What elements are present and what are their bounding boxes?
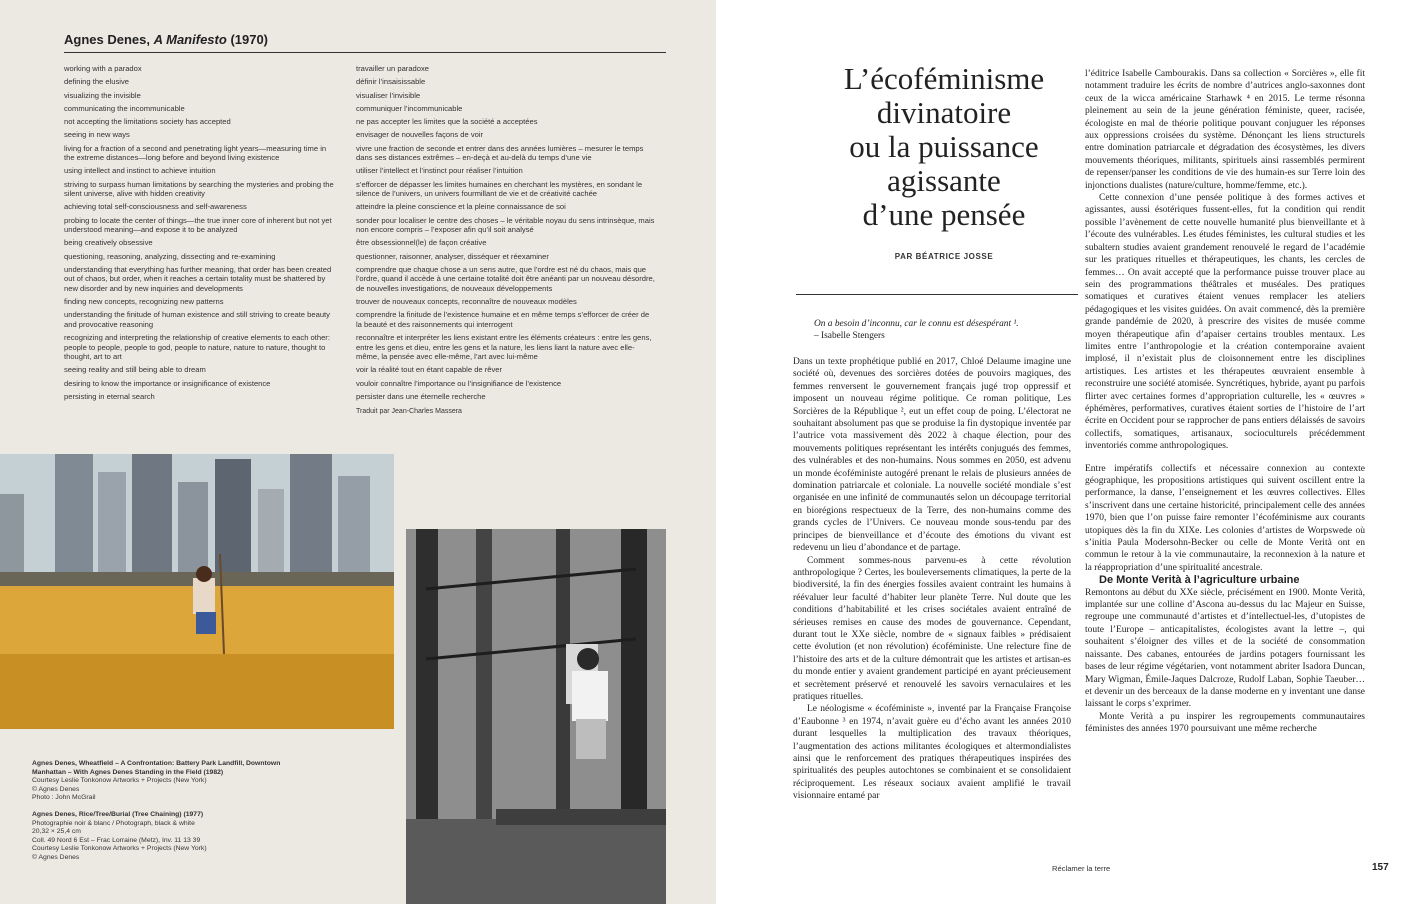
manifesto-french-column xyxy=(356,64,656,421)
manifesto-line-fr: sonder pour localiser le centre des choses – le véritable noyau du sens intrinsèque, mais non encore compris – l’exposer afin qu’il soit analysé xyxy=(356,215,655,235)
manifesto-line-fr: travailler un paradoxe xyxy=(356,64,430,73)
wheatfield-illustration xyxy=(0,454,394,729)
manifesto-english-column xyxy=(64,64,334,405)
manifesto-line-en: using intellect and instinct to achieve intuition xyxy=(64,166,216,176)
manifesto-line-en: understanding the finitude of human existence and still striving to create beauty and provocative reasoning xyxy=(64,310,330,329)
manifesto-line-fr: reconnaître et interpréter les liens existant entre les éléments créateurs : entre les gens, entre les gens et dieu, entre les gens et la nature, les liens liant la nature avec elle-même, la pensée avec elle-même, l’art avec lui-même xyxy=(356,333,652,361)
tree-chaining-photo xyxy=(406,529,666,904)
manifesto-line-en: desiring to know the importance or insignificance of existence xyxy=(64,378,271,388)
caption-line: Photo : John McGrail xyxy=(32,794,96,802)
headline-line: agissante xyxy=(887,163,1001,198)
headline-line: ou la puissance xyxy=(849,129,1039,164)
tree-chaining-illustration xyxy=(406,529,666,904)
manifesto-line-en: living for a fraction of a second and penetrating light years—measuring time in the extreme distances—long before and beyond living existence xyxy=(64,143,327,163)
manifesto-line-en: visualizing the invisible xyxy=(64,90,141,100)
title-divider xyxy=(64,52,666,53)
headline-line: divinatoire xyxy=(876,95,1012,130)
manifesto-line-fr: communiquer l’incommunicable xyxy=(356,103,463,113)
manifesto-line-fr: comprendre que chaque chose a un sens autre, que l’ordre est né du chaos, mais que l’ordre, quand il accède à une certaine totalité doit être anéanti par un nouveau désordre, de nouvelles investigations, de nouveaux développements xyxy=(356,265,655,293)
article-column-2 xyxy=(1085,68,1365,736)
article-paragraph: Entre impératifs collectifs et nécessaire connexion au contexte géographique, les propositions artistiques qui suivent oscillent entre la performance, la danse, l’enseignement et les œuvres collectives. Elles s’inscrivent dans une certaine historicité, principalement celle des années 1970, bien que l’on puisse faire remonter l’écoféminisme aux courants utopiques dès la fin du XIXe. Les colonies d’artistes de Worpswede où s’initia Paula Modersohn-Becker ou celle de Monte Verità ont en commun le retour à la vie communautaire, la reconnexion à la nature et la réappropriation d’une spiritualité ancestrale. xyxy=(1085,463,1365,573)
article-headline xyxy=(804,62,1084,232)
manifesto-line-fr: être obsessionnel(le) de façon créative xyxy=(356,238,487,248)
article-paragraph: Le néologisme « écoféministe », inventé par la Française Françoise d’Eaubonne ³ en 1974, n’avait guère eu d’écho avant les années 2010 durant lesquelles la multiplication des travaux théoriques, l’augmentation des actions militantes écologiques et altermondialistes ainsi que le renforcement des pratiques thérapeutiques inspirées des spiritualités des peuples autochtones se combinaient et se consolidaient réciproquement. Les réseaux sociaux avaient amplifié le travail visionnaire entamé par xyxy=(793,704,1071,802)
manifesto-line-fr: visualiser l’invisible xyxy=(356,90,421,100)
manifesto-line-en: persisting in eternal search xyxy=(64,391,155,401)
manifesto-line-fr: utiliser l’intellect et l’instinct pour réaliser l’intuition xyxy=(356,166,523,176)
caption-line: Coll. 49 Nord 6 Est – Frac Lorraine (Metz), Inv. 11 13 39 xyxy=(32,836,201,844)
manifesto-line-en: finding new concepts, recognizing new patterns xyxy=(64,297,224,307)
manifesto-line-en: achieving total self-consciousness and self-awareness xyxy=(64,202,247,212)
manifesto-line-en: recognizing and interpreting the relationship of creative elements to each other: people to people, people to god, people to nature, nature to nature, thought to thought, art to art xyxy=(64,333,330,361)
manifesto-line-en: being creatively obsessive xyxy=(64,238,153,248)
caption-wheatfield-credits xyxy=(32,777,292,803)
manifesto-line-en: questioning, reasoning, analyzing, dissecting and re-examining xyxy=(64,251,276,261)
article-byline: PAR BÉATRICE JOSSE xyxy=(894,252,994,261)
caption-line: Courtesy Leslie Tonkonow Artworks + Projects (New York) xyxy=(32,845,207,853)
manifesto-line-en: not accepting the limitations society has accepted xyxy=(64,117,231,127)
wheatfield-photo xyxy=(0,454,394,729)
article-paragraph: Comment sommes-nous parvenu-es à cette révolution anthropologique ? Certes, les bouleversements climatiques, la perte de la biodiversité, la fin des énergies fossiles avaient contraint les humains à réévaluer leur faculté d’habiter leur planète Terre. Nul doute que les conditions d’habitabilité et les crises sociétales avaient entraîné de sérieuses remises en cause des modes de gouvernance. Cependant, durant tout le XXe siècle, nombre de « signaux faibles » prédisaient cette évolution (et non révolution) écoféministe. Une relecture fine de l’histoire des arts et de la culture démontrait que les artistes et artisan-es du monde entier y avaient grandement participé en ayant précieusement et secrètement préservé et renouvelé les savoirs vernaculaires et les pratiques rituelles. xyxy=(793,555,1071,702)
article-paragraph: Remontons au début du XXe siècle, précisément en 1900. Monte Verità, implantée sur une colline d’Ascona au-dessus du lac Majeur en Suisse, regroupe une communauté d’artistes et d’intellectuel-les, d’utopistes de toute l’Europe – anticapitalistes, écologistes avant la lettre –, qui souhaitent s’éloigner des villes et de la société de consommation naissante. Des cabanes, entourées de jardins potagers fournissant les bases de leur régime végétarien, vont notamment abriter Isadora Duncan, Mary Wigman, Émile-Jaques Dalcroze, Rudolf Laban, Sophie Taeuber… et devenir un des berceaux de la danse moderne en y inventant une danse laissant le corps s’exprimer. xyxy=(1085,587,1365,710)
article-paragraph: Dans un texte prophétique publié en 2017, Chloé Delaume imagine une société où, devenues des sorcières dotées de pouvoirs magiques, des femmes renversent le gouvernement français jugé trop oppressif et imposent un nouveau régime politique. Ce roman politique, Les Sorcières de la République ², eut un effet coup de poing. L’électorat ne souhaitant absolument pas que se produise la fin dystopique inventée par l’autrice vota massivement dès 2022 à chaque élection, pour des mouvements politiques représentant les intérêts conjugués des femmes, des vulnérables et des non-humains. Nous sommes en 2050, est advenu un monde écoféministe autogéré prenant le relais de plusieurs années de domination patriarcale et coloniale. La nouvelle société mondiale s’est organisée en une infinité de communautés selon un découpage territorial en biorégions respectueux de la Terre, des non-humains comme des grands cycles de l’Univers. Ce nouveau monde sous-tendu par des principes de bienveillance et d’écoute des émotions du vivant est redevenu un lieu d’abondance et de partage. xyxy=(793,357,1071,554)
translator-credit: Traduit par Jean-Charles Massera xyxy=(356,408,462,416)
manifesto-line-fr: s’efforcer de dépasser les limites humaines en cherchant les mystères, en sondant le silence de l’univers, un univers fourmillant de vie et de créativité cachée xyxy=(356,179,643,199)
caption-tree-credits xyxy=(32,820,292,863)
article-paragraph: Cette connexion d’une pensée politique à des formes actives et agissantes, aussi ésotériques fussent-elles, fut la condition qui rendit possible l’avènement de cette nouvelle humanité plus bienveillante et à l’écoute des vulnérables. Les études féministes, les cultural studies et les subaltern studies avaient grandement renouvelé le regard de l’académie sur les pratiques rituelles et thérapeutiques, les chants, les cercles de femmes… On avait accepté que la performance puisse trouver place au sein des programmations théâtrales et muséales. Des pratiques somatiques et curatives étaient venues remplacer les ateliers pédagogiques et les visites guidées. On avait commencé, dès la première grande pandémie de 2020, à prescrire des visites de musée comme moyen thérapeutique afin d’apaiser certains troubles mentaux. Les limites entre l’anthropologie et la création contemporaine avaient implosé, il n’existait plus de cloisonnement entre les disciplines artistiques. Les artistes et les thérapeutes œuvraient ensemble à reconstruire une société atomisée. Syncrétiques, hybride, ayant pu parfois flirter avec certaines formes d’appropriation culturelle, les « œuvres » éphémères, performatives, curatives étaient sorties de l’histoire de l’art écrite en Occident pour se rapprocher de pans entiers délaissés de savoirs collectifs, somatiques, artisanaux, socioculturels précédemment inventoriés comme anthropologiques. xyxy=(1085,193,1365,452)
manifesto-work-title: A Manifesto xyxy=(153,32,227,47)
right-page xyxy=(716,0,1428,904)
caption-line: Photographie noir & blanc / Photograph, black & white xyxy=(32,819,195,827)
byline-divider xyxy=(796,294,1078,295)
manifesto-line-fr: persister dans une éternelle recherche xyxy=(356,391,486,401)
manifesto-line-en: seeing reality and still being able to dream xyxy=(64,365,206,375)
page-number: 157 xyxy=(1372,862,1389,873)
manifesto-line-fr: ne pas accepter les limites que la société a acceptées xyxy=(356,117,538,127)
caption-line: 20,32 × 25,4 cm xyxy=(32,828,81,836)
caption-line: Courtesy Leslie Tonkonow Artworks + Projects (New York) xyxy=(32,777,207,785)
manifesto-line-en: seeing in new ways xyxy=(64,130,130,140)
headline-line: L’écoféminisme xyxy=(843,61,1045,96)
manifesto-year: (1970) xyxy=(230,32,269,47)
caption-tree-title: Agnes Denes, Rice/Tree/Burial (Tree Chaining) (1977) xyxy=(32,810,204,818)
manifesto-line-fr: trouver de nouveaux concepts, reconnaître de nouveaux modèles xyxy=(356,297,577,307)
manifesto-line-en: working with a paradox xyxy=(64,64,142,73)
article-column-1 xyxy=(793,356,1071,803)
manifesto-line-fr: définir l’insaisissable xyxy=(356,77,426,87)
epigraph xyxy=(814,318,1074,342)
caption-line: © Agnes Denes xyxy=(32,785,80,793)
manifesto-line-en: striving to surpass human limitations by searching the mysteries and probing the silent universe, alive with hidden creativity xyxy=(64,179,334,199)
manifesto-line-fr: comprendre la finitude de l’existence humaine et en même temps s’efforcer de créer de la beauté et des raisonnements qui interrogent xyxy=(356,310,650,329)
manifesto-line-fr: vivre une fraction de seconde et entrer dans des années lumières – mesurer le temps dans ses distances extrêmes – en-deçà et au-delà du temps d’une vie xyxy=(356,143,644,163)
article-paragraph: Monte Verità a pu inspirer les regroupements communautaires féministes des années 1970 poursuivant une même recherche xyxy=(1085,711,1365,735)
running-footer-section: Réclamer la terre xyxy=(1052,864,1111,873)
manifesto-line-fr: atteindre la pleine conscience et la pleine connaissance de soi xyxy=(356,202,566,212)
caption-wheatfield-title: Agnes Denes, Wheatfield – A Confrontation: Battery Park Landfill, Downtown Manhattan – With Agnes Denes Standing in the Field (1982) xyxy=(32,760,281,776)
photo-captions xyxy=(32,760,292,863)
section-subheading: De Monte Verità à l’agriculture urbaine xyxy=(1099,574,1300,587)
manifesto-line-en: defining the elusive xyxy=(64,77,130,87)
manifesto-author: Agnes Denes, xyxy=(64,32,150,47)
manifesto-line-fr: vouloir connaître l’importance ou l’insignifiance de l’existence xyxy=(356,378,562,388)
epigraph-quote: On a besoin d’inconnu, car le connu est désespérant ¹. xyxy=(814,319,1019,329)
headline-line: d’une pensée xyxy=(862,197,1026,232)
manifesto-title xyxy=(64,32,268,47)
manifesto-line-en: communicating the incommunicable xyxy=(64,103,185,113)
manifesto-line-fr: envisager de nouvelles façons de voir xyxy=(356,130,484,140)
manifesto-line-en: understanding that everything has further meaning, that order has been created out of chaos, but order, when it reaches a certain totality must be shattered by new disorder and by new inquiries and developments xyxy=(64,265,332,293)
article-paragraph: l’éditrice Isabelle Cambourakis. Dans sa collection « Sorcières », elle fit notamment traduire les écrits de nombre d’autrices anglo-saxonnes dont ceux de la wicca américaine Starhawk ⁴ en 2015. Le terme résonna pleinement au sein de la jeune génération féministe, queer, racisée, écologiste en mal de théorie politique pouvant conjuguer les réponses aux oppressions croisées du système. Dénonçant les liens structurels entre domination patriarcale et dégradation des écosystèmes, les divers mouvements théoriques, militants, spirituels ainsi rassemblés permirent de repenser/panser les conditions de vie des humain-es sur Terre loin des injonctions dualistes (nature/culture, homme/femme, etc.). xyxy=(1085,69,1365,191)
manifesto-line-fr: questionner, raisonner, analyser, disséquer et réexaminer xyxy=(356,251,549,261)
caption-line: © Agnes Denes xyxy=(32,853,80,861)
epigraph-author: – Isabelle Stengers xyxy=(814,331,885,341)
manifesto-line-en: probing to locate the center of things—the true inner core of inherent but not yet understood meaning—and expose it to be analyzed xyxy=(64,215,332,235)
manifesto-line-fr: voir la réalité tout en étant capable de rêver xyxy=(356,365,503,375)
